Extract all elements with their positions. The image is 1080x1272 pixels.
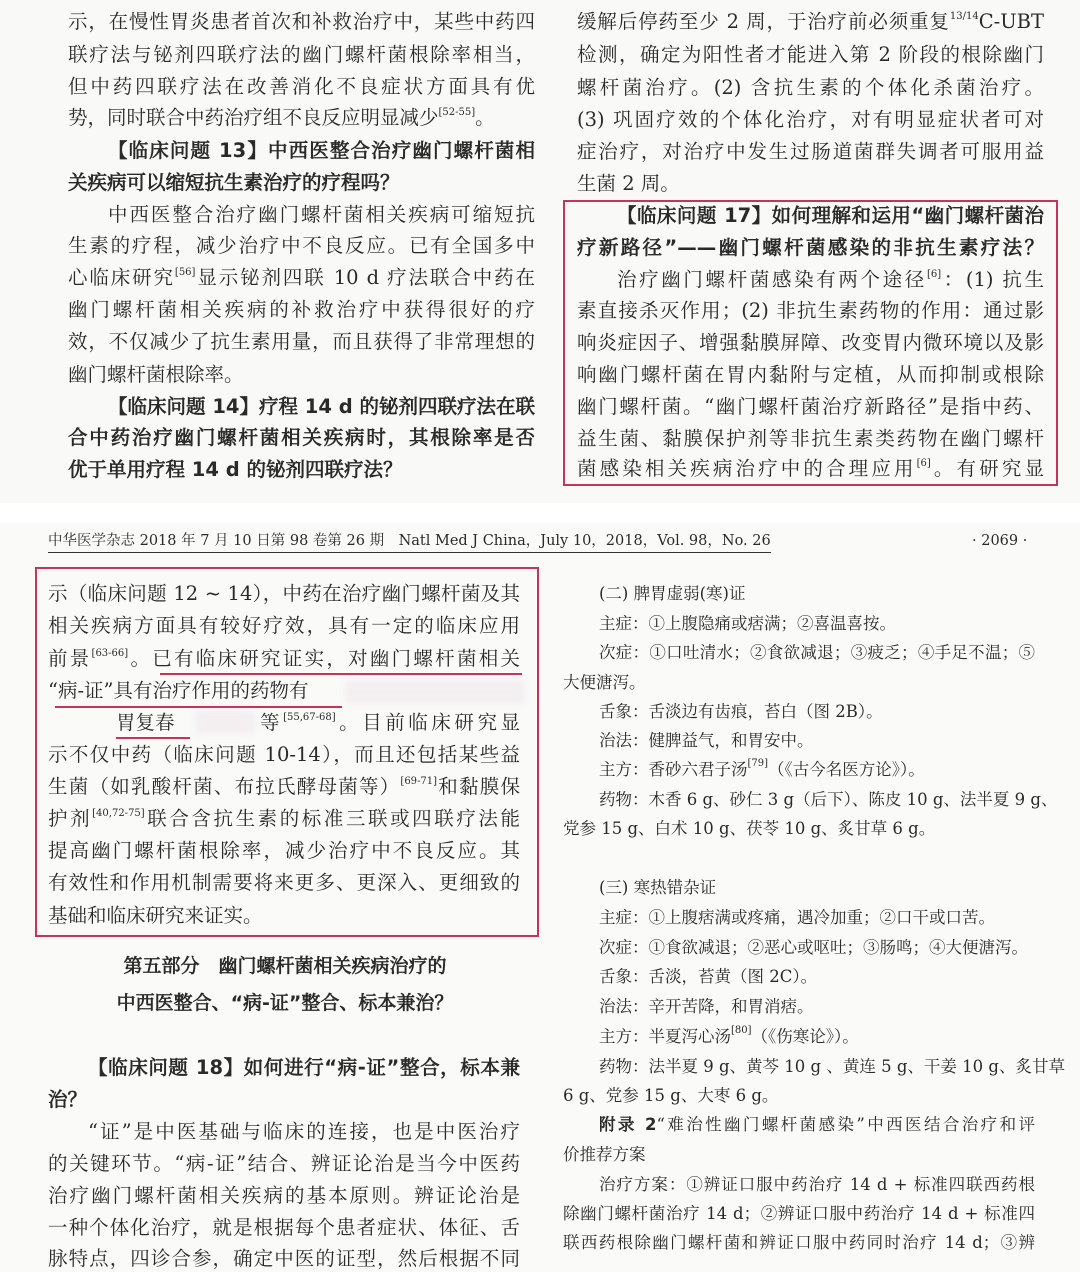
text-run: “证”是中医基础与临床的连接，也是中医治疗 (88, 1120, 520, 1143)
text-run: 螺杆菌治疗。(2) 含抗生素的个体化杀菌治疗。 (577, 76, 1044, 99)
citation-superscript: [80] (731, 1025, 752, 1036)
text-line (599, 728, 1035, 754)
text-run: 。有研究显 (930, 457, 1044, 480)
red-underline (116, 737, 190, 739)
text-run: 主症：①上腹痞满或疼痛，遇冷加重；②口干或口苦。 (599, 908, 995, 927)
text-line (68, 74, 535, 100)
text-run: 价推荐方案 (563, 1145, 646, 1164)
text-run: (二) 脾胃虚弱(寒)证 (599, 584, 746, 603)
heading-line (68, 425, 535, 451)
text-run: 幽门螺杆菌根除率。 (68, 363, 244, 386)
text-run: 合中药治疗幽门螺杆菌相关疾病时，其根除率是否 (68, 426, 535, 449)
text-line (48, 1215, 520, 1241)
text-run: 联合含抗生素的标准三联或四联疗法能 (144, 807, 520, 830)
text-line (577, 107, 1044, 133)
text-run: 主方：半夏泻心汤 (599, 1027, 731, 1046)
text-line (599, 581, 1035, 607)
text-line (599, 699, 1035, 725)
text-run: 基础和临床研究来证实。 (48, 904, 263, 927)
text-run: 联西药根除幽门螺杆菌和辨证口服中药同时治疗 14 d；③辨 (563, 1233, 1035, 1252)
text-run: (3) 巩固疗效的个体化治疗，对有明显症状者可对 (577, 108, 1044, 131)
text-run: 治法：辛开苦降，和胃消痞。 (599, 997, 814, 1016)
text-line (599, 1054, 1065, 1080)
text-run: C-UBT (978, 10, 1044, 33)
text-run: 响炎症因子、增强黏膜屏障、改变胃内微环境以及影 (577, 331, 1044, 354)
text-run: 益生菌、黏膜保护剂等非抗生素类药物在幽门螺杆 (577, 427, 1044, 450)
text-run: 效，不仅减少了抗生素用量，而且获得了非常理想的 (68, 330, 535, 353)
text-line (48, 806, 520, 832)
text-line (599, 994, 1035, 1020)
text-run: 主症：①上腹隐痛或痞满；②喜温喜按。 (599, 614, 896, 633)
text-run: 显示铋剂四联 10 d 疗法联合中药在 (195, 266, 535, 289)
text-run: 次症：①食欲减退；②恶心或呕吐；③肠鸣；④大便溏泻。 (599, 938, 1028, 957)
text-run: 关疾病可以缩短抗生素治疗的疗程吗？ (68, 171, 400, 194)
text-run: 除幽门螺杆菌治疗 14 d；②辨证口服中药治疗 14 d + 标准四 (563, 1204, 1035, 1223)
heading-line (108, 138, 535, 164)
text-line (68, 233, 535, 259)
citation-superscript: [69-71] (400, 776, 438, 787)
citation-superscript: [40,72-75] (92, 808, 145, 819)
page-gap (0, 503, 1080, 523)
text-run: 症治疗，对治疗中发生过肠道菌群失调者可服用益 (577, 140, 1044, 163)
heading-line (68, 457, 535, 483)
text-line (599, 935, 1035, 961)
text-line (599, 1112, 1035, 1138)
page-number: · 2069 · (972, 533, 1028, 549)
text-line (563, 1083, 1035, 1109)
text-run: 党参 15 g、白术 10 g、茯苓 10 g、炙甘草 6 g。 (563, 819, 936, 838)
text-run: 治疗幽门螺杆菌感染有两个途径 (617, 268, 927, 291)
text-run: 疗新路径”——幽门螺杆菌感染的非抗生素疗法？ (577, 236, 1044, 259)
text-line (577, 75, 1044, 101)
text-run: 示不仅中药（临床问题 10-14），而且还包括某些益 (48, 743, 520, 766)
citation-superscript: [55,67-68] (283, 712, 336, 723)
text-run: 菌感染相关疾病治疗中的合理应用 (577, 457, 917, 480)
text-run: 治疗幽门螺杆菌相关疾病的基本原则。辨证论治是 (48, 1184, 520, 1207)
text-line (48, 1246, 520, 1272)
red-underline (55, 706, 342, 708)
text-line (48, 646, 520, 672)
red-underline (160, 673, 522, 675)
text-fragment: 胃复春 (116, 711, 175, 734)
text-run: 护剂 (48, 807, 93, 830)
text-run: 脉特点，四诊合参，确定中医的证型，然后根据不同 (48, 1247, 520, 1270)
text-run: 等 (260, 711, 284, 734)
text-line (563, 1201, 1035, 1227)
text-run: 幽门螺杆菌相关疾病的补救治疗中获得很好的疗 (68, 298, 535, 321)
text-line (68, 329, 535, 355)
text-line (68, 42, 535, 68)
text-line (577, 9, 1044, 35)
text-line (577, 298, 1044, 324)
text-line (108, 202, 535, 228)
text-run: 素直接杀灭作用；(2) 非抗生素药物的作用：通过影 (577, 299, 1044, 322)
text-run: 。目前临床研究显 (335, 711, 520, 734)
redacted-area (345, 680, 525, 704)
text-run: “病-证”具有治疗作用的药物有 (48, 679, 309, 702)
text-line (599, 875, 1035, 901)
text-run: 6 g、党参 15 g、大枣 6 g。 (563, 1086, 779, 1105)
text-run: 。已有临床研究证实，对幽门螺杆菌相关 (128, 647, 520, 670)
text-line (599, 757, 1035, 783)
text-line (577, 330, 1044, 356)
text-run: 治法：健脾益气，和胃安中。 (599, 731, 814, 750)
text-run: 检测，确定为阳性者才能进入第 2 阶段的根除幽门 (577, 43, 1044, 66)
citation-superscript: [6] (926, 269, 942, 280)
text-run: 生素的疗程，减少治疗中不良反应。已有全国多中 (68, 234, 535, 257)
text-run: 大便溏泻。 (563, 673, 646, 692)
text-line (68, 105, 535, 131)
text-run: 药物：木香 6 g、砂仁 3 g（后下）、陈皮 10 g、法半夏 9 g、 (599, 790, 1058, 809)
text-run: 相关疾病方面具有较好疗效，具有一定的临床应用 (48, 614, 520, 637)
text-line (48, 613, 520, 639)
text-run: 舌象：舌淡，苔黄（图 2C）。 (599, 967, 818, 986)
text-line (599, 1024, 1035, 1050)
text-line (48, 903, 520, 929)
text-run: 提高幽门螺杆菌根除率，减少治疗中不良反应。其 (48, 839, 520, 862)
heading-line (577, 235, 1044, 261)
text-line (577, 394, 1044, 420)
citation-superscript: [79] (747, 758, 769, 769)
text-line (48, 838, 520, 864)
text-line (599, 640, 1035, 666)
text-run: 前景 (48, 647, 92, 670)
text-line (48, 1183, 520, 1209)
text-line (68, 9, 535, 35)
text-line (563, 1230, 1035, 1256)
text-run: 【临床问题 18】如何进行“病-证”整合，标本兼 (88, 1056, 520, 1079)
heading-line (617, 203, 1044, 229)
text-run: （《伤寒论》）。 (751, 1027, 859, 1046)
text-line (617, 267, 1044, 293)
text-run: 心临床研究 (68, 266, 175, 289)
text-run: 附录 2 (599, 1115, 657, 1134)
text-line (563, 816, 1035, 842)
text-run: 【临床问题 13】中西医整合治疗幽门螺杆菌相 (108, 139, 535, 162)
text-line (577, 456, 1044, 482)
text-line (599, 787, 1058, 813)
text-run: 优于单用疗程 14 d 的铋剂四联疗法？ (68, 458, 403, 481)
text-line (599, 964, 1035, 990)
text-line (48, 581, 520, 607)
heading-line (88, 1055, 520, 1081)
text-run: 药物：法半夏 9 g、黄芩 10 g 、黄连 5 g、干姜 10 g、炙甘草 (599, 1057, 1065, 1076)
text-line (48, 1151, 520, 1177)
text-run: 示，在慢性胃炎患者首次和补救治疗中，某些中药四 (68, 10, 535, 33)
text-run: 示（临床问题 12 ~ 14），中药在治疗幽门螺杆菌及其 (48, 582, 520, 605)
text-run: 有效性和作用机制需要将来更多、更深入、更细致的 (48, 871, 520, 894)
text-line (599, 611, 1035, 637)
text-run: 生菌（如乳酸杆菌、布拉氏酵母菌等） (48, 775, 401, 798)
text-line (68, 362, 535, 388)
text-run: 缓解后停药至少 2 周，于治疗前必须重复 (577, 10, 950, 33)
text-run: 舌象：舌淡边有齿痕，苔白（图 2B）。 (599, 702, 883, 721)
text-line (599, 1172, 1035, 1198)
redacted-area (195, 710, 255, 734)
text-run: 治？ (48, 1088, 88, 1111)
heading-line (48, 1087, 520, 1113)
text-run: 【临床问题 14】疗程 14 d 的铋剂四联疗法在联 (108, 395, 535, 418)
heading-line (68, 170, 535, 196)
text-line (68, 297, 535, 323)
text-line (599, 905, 1035, 931)
text-line (48, 774, 520, 800)
text-line (563, 670, 1035, 696)
text-run: 一种个体化治疗，就是根据每个患者症状、体征、舌 (48, 1216, 520, 1239)
text-line (68, 265, 535, 291)
citation-superscript: 13/14 (949, 11, 979, 22)
text-line (48, 742, 520, 768)
text-run: 但中药四联疗法在改善消化不良症状方面具有优 (68, 75, 535, 98)
section-title: 第五部分 幽门螺杆菌相关疾病治疗的 (123, 955, 447, 977)
text-run: （《古今名医方论》）。 (768, 760, 925, 779)
text-run: 治疗方案：①辨证口服中药治疗 14 d + 标准四联西药根 (599, 1175, 1035, 1194)
section-title: 中西医整合、“病-证”整合、标本兼治？ (116, 992, 454, 1014)
text-run: 【临床问题 17】如何理解和运用“幽门螺杆菌治 (617, 204, 1044, 227)
text-line (563, 1142, 1035, 1168)
text-run: 响幽门螺杆菌在胃内黏附与定植，从而抑制或根除 (577, 363, 1044, 386)
text-run: 的关键环节。“病-证”结合、辨证论治是当今中医药 (48, 1152, 520, 1175)
citation-superscript: [52-55] (438, 107, 476, 118)
text-run: 次症：①口吐清水；②食欲减退；③疲乏；④手足不温；⑤ (599, 643, 1035, 662)
text-run: 。 (475, 106, 495, 129)
text-run: 幽门螺杆菌。“幽门螺杆菌治疗新路径”是指中药、 (577, 395, 1044, 418)
text-line (577, 426, 1044, 452)
text-line (48, 870, 520, 896)
text-line (577, 362, 1044, 388)
text-line (88, 1119, 520, 1145)
citation-superscript: [63-66] (91, 648, 129, 659)
text-run: 和黏膜保 (437, 775, 520, 798)
text-run: (三) 寒热错杂证 (599, 878, 717, 897)
text-run: 势，同时联合中药治疗组不良反应明显减少 (68, 106, 439, 129)
text-run: ：(1) 抗生 (941, 268, 1044, 291)
text-run: 主方：香砂六君子汤 (599, 760, 748, 779)
citation-superscript: [56] (174, 267, 196, 278)
text-line (577, 42, 1044, 68)
text-line (577, 139, 1044, 165)
text-run: 中西医整合治疗幽门螺杆菌相关疾病可缩短抗 (108, 203, 535, 226)
heading-line (108, 394, 535, 420)
citation-superscript: [6] (916, 458, 931, 469)
text-line (577, 171, 1044, 197)
text-run: 联疗法与铋剂四联疗法的幽门螺杆菌根除率相当， (68, 43, 535, 66)
running-header: 中华医学杂志 2018 年 7 月 10 日第 98 卷第 26 期 Natl Med J China，July 10，2018，Vol. 98，No. 26 (48, 530, 771, 553)
text-run: 生菌 2 周。 (577, 172, 680, 195)
text-line (260, 710, 520, 736)
text-run: “难治性幽门螺杆菌感染”中西医结合治疗和评 (656, 1115, 1035, 1134)
